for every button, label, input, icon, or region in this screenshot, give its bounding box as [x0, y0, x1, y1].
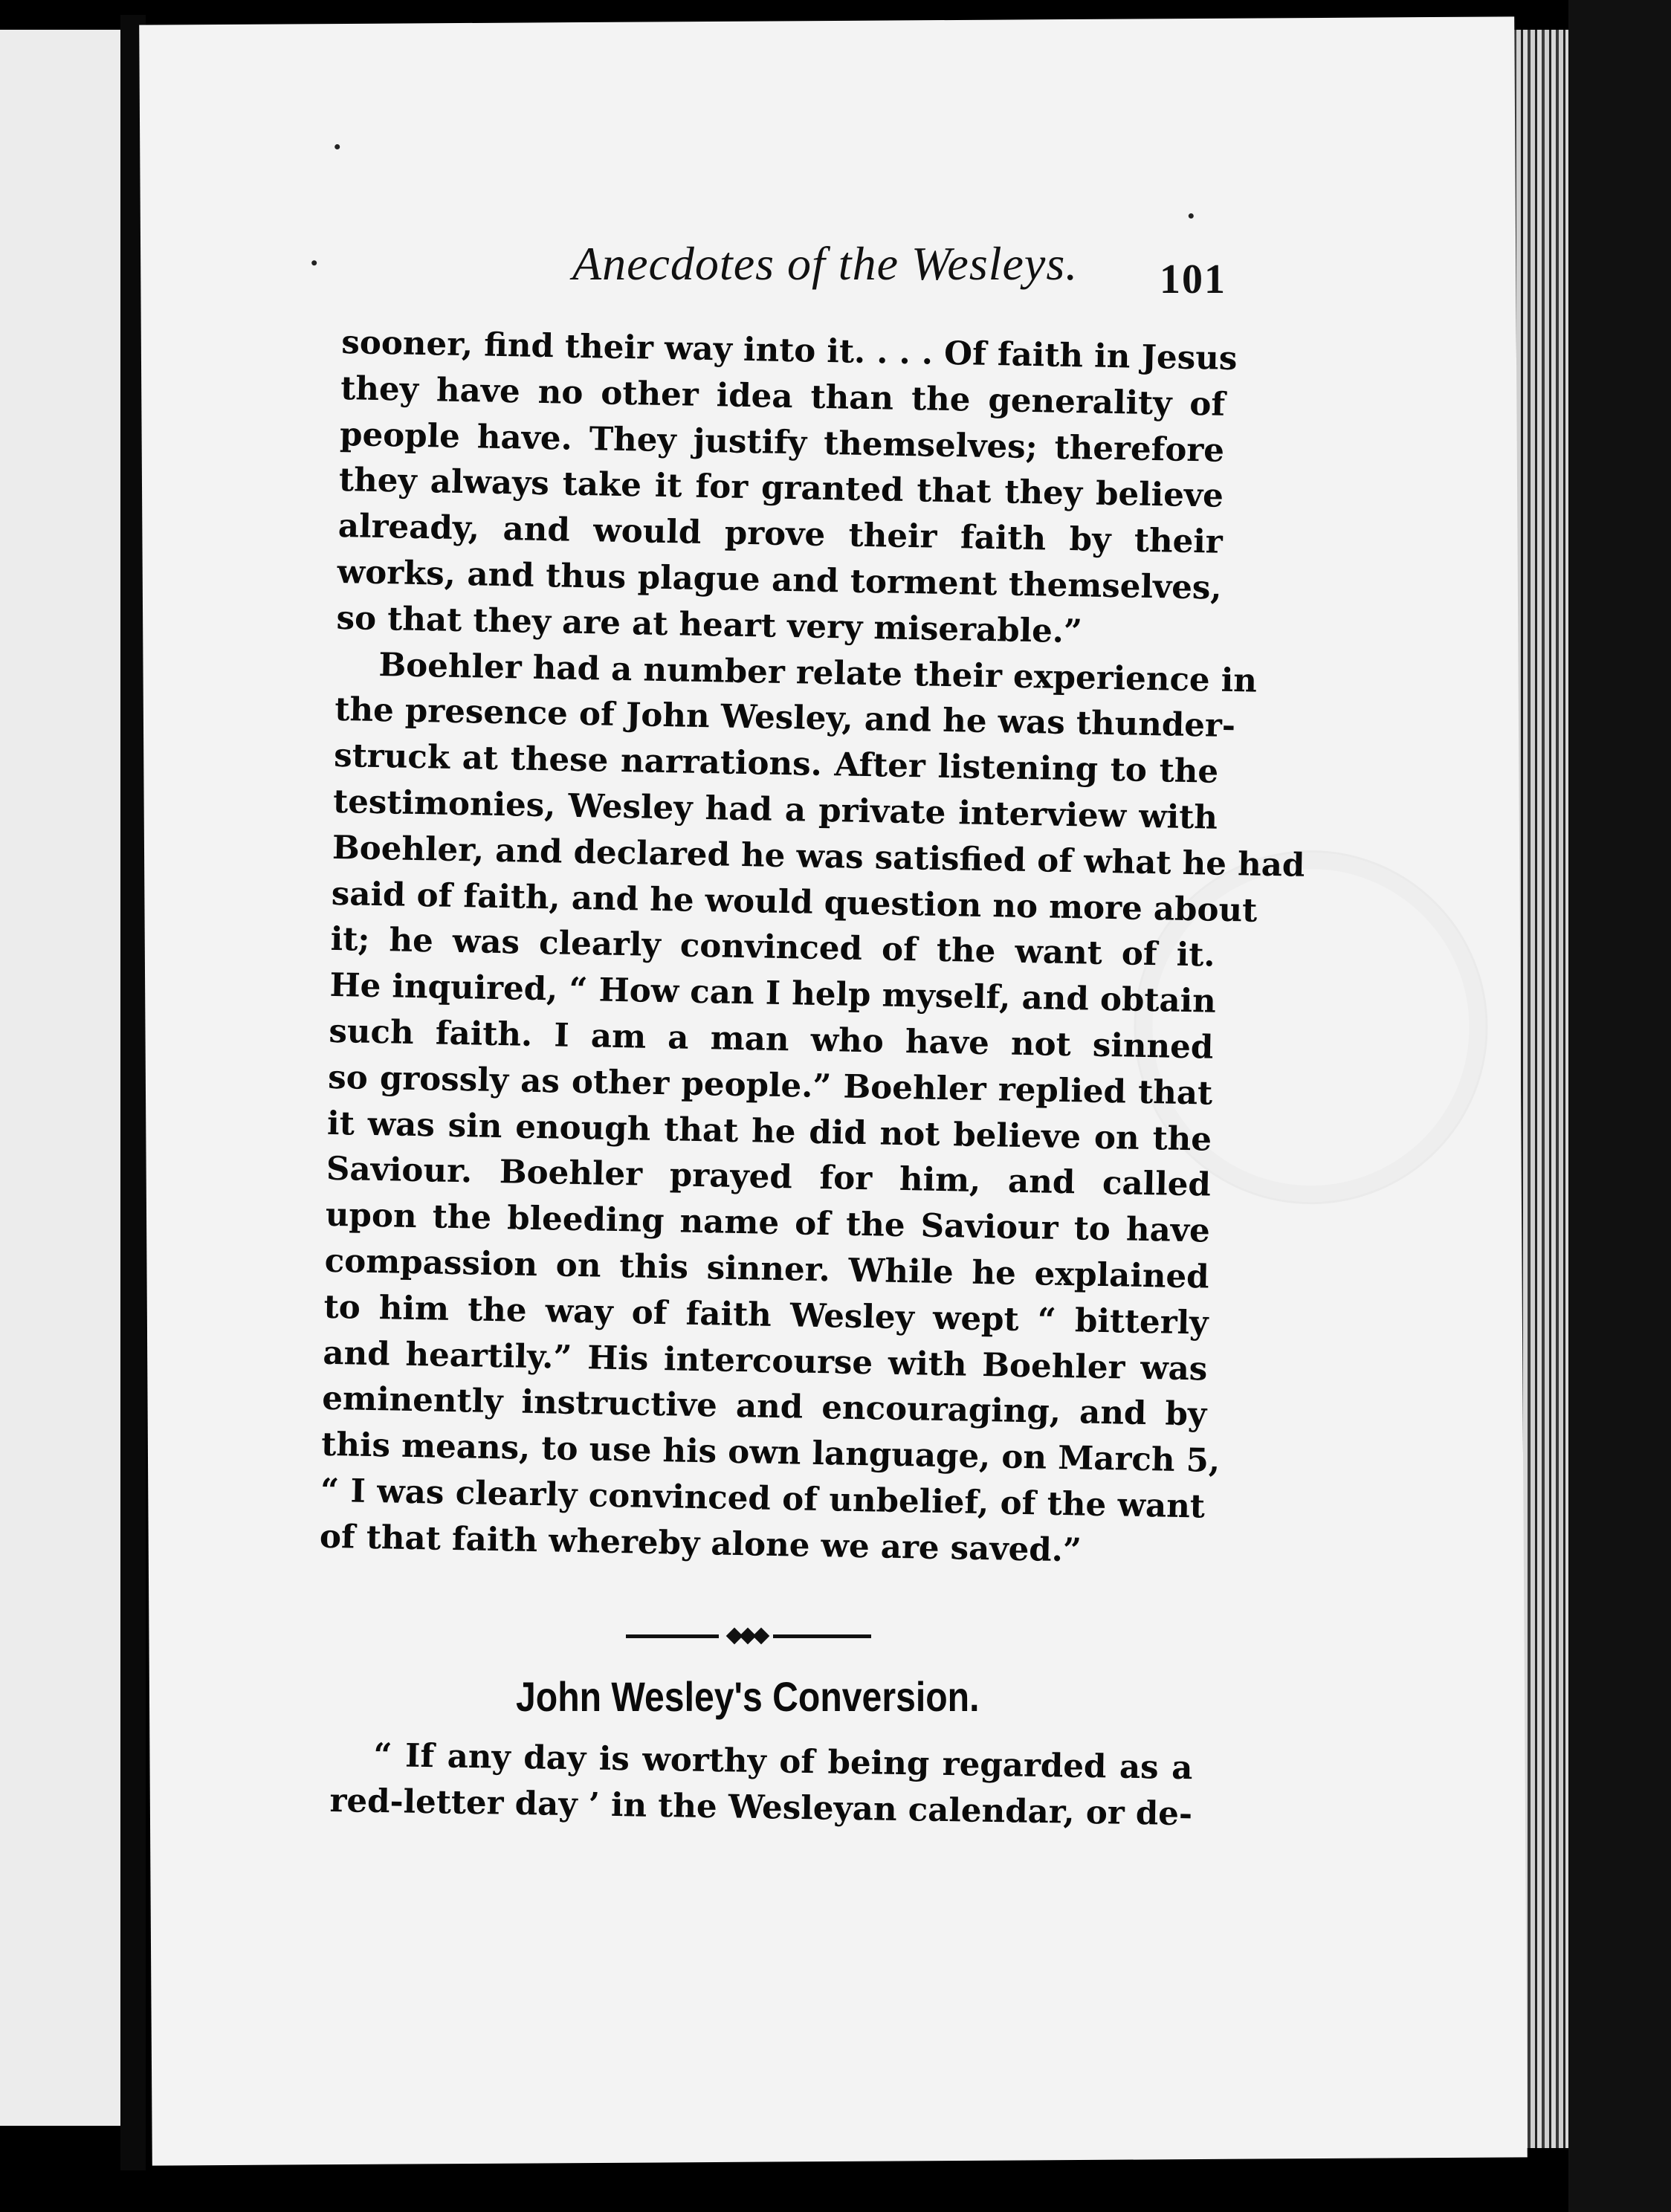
text-line: they always take it for granted that they believe	[338, 461, 1224, 516]
diamond-icon	[753, 1628, 770, 1645]
text-line: struck at these narrations. After listening to the	[333, 737, 1219, 791]
text-line: so grossly as other people.” Boehler replied that	[327, 1058, 1213, 1113]
text-line: Saviour. Boehler prayed for him, and called	[326, 1150, 1212, 1204]
section-heading: John Wesley's Conversion.	[516, 1673, 980, 1720]
scan-background	[1568, 0, 1671, 2212]
text-line: it was sin enough that he did not believe on the	[326, 1104, 1212, 1159]
dust-speck	[334, 144, 340, 149]
text-line: sooner, find their way into it. . . . Of faith in Jesus	[340, 323, 1238, 378]
text-line: upon the bleeding name of the Saviour to have	[325, 1195, 1211, 1250]
text-line: they have no other idea than the generality of	[340, 369, 1226, 424]
page-number: 101	[1160, 256, 1226, 303]
text-line: “ I was clearly convinced of unbelief, of the want	[320, 1471, 1206, 1526]
text-line: this means, to use his own language, on March 5,	[320, 1425, 1221, 1481]
body-text	[319, 320, 1305, 1576]
text-line: of that faith whereby alone we are saved.”	[319, 1517, 1082, 1570]
text-line: compassion on this sinner. While he explained	[324, 1241, 1210, 1296]
divider-rule-right	[773, 1634, 871, 1638]
text-line: Boehler had a number relate their experience in	[378, 645, 1258, 700]
dust-speck	[311, 260, 317, 265]
page-header	[424, 236, 1279, 318]
text-line: and heartily.” His intercourse with Boehler was	[323, 1333, 1208, 1388]
text-line: it; he was clearly convinced of the want of it.	[330, 920, 1215, 975]
text-line: eminently instructive and encouraging, and by	[321, 1380, 1207, 1434]
divider-rule-left	[626, 1634, 719, 1638]
text-line: people have. They justify themselves; therefore	[339, 415, 1225, 470]
text-line: Boehler, and declared he was satisfied of what he had	[332, 828, 1305, 885]
text-line: such faith. I am a man who have not sinned	[328, 1012, 1214, 1067]
text-line: already, and would prove their faith by their	[337, 507, 1224, 561]
text-line: the presence of John Wesley, and he was thunder-	[334, 691, 1236, 746]
text-line: works, and thus plague and torment themselves,	[337, 552, 1223, 607]
text-line: said of faith, and he would question no more about	[331, 874, 1258, 930]
text-line: “ If any day is worthy of being regarded as a	[373, 1736, 1193, 1788]
section-text	[329, 1732, 1193, 1837]
running-head: Anecdotes of the Wesleys.	[572, 237, 1079, 290]
text-line: He inquired, “ How can I help myself, and obtain	[329, 966, 1217, 1021]
facing-page-edge	[0, 30, 120, 2126]
text-line: to him the way of faith Wesley wept “ bitterly	[323, 1287, 1209, 1342]
dust-speck	[1189, 213, 1194, 219]
text-line: testimonies, Wesley had a private interview with	[332, 782, 1218, 837]
section-divider-ornament	[626, 1628, 871, 1646]
text-line: so that they are at heart very miserable.”	[336, 598, 1083, 651]
text-line: red-letter day ’ in the Wesleyan calendar, or de-	[329, 1781, 1193, 1834]
